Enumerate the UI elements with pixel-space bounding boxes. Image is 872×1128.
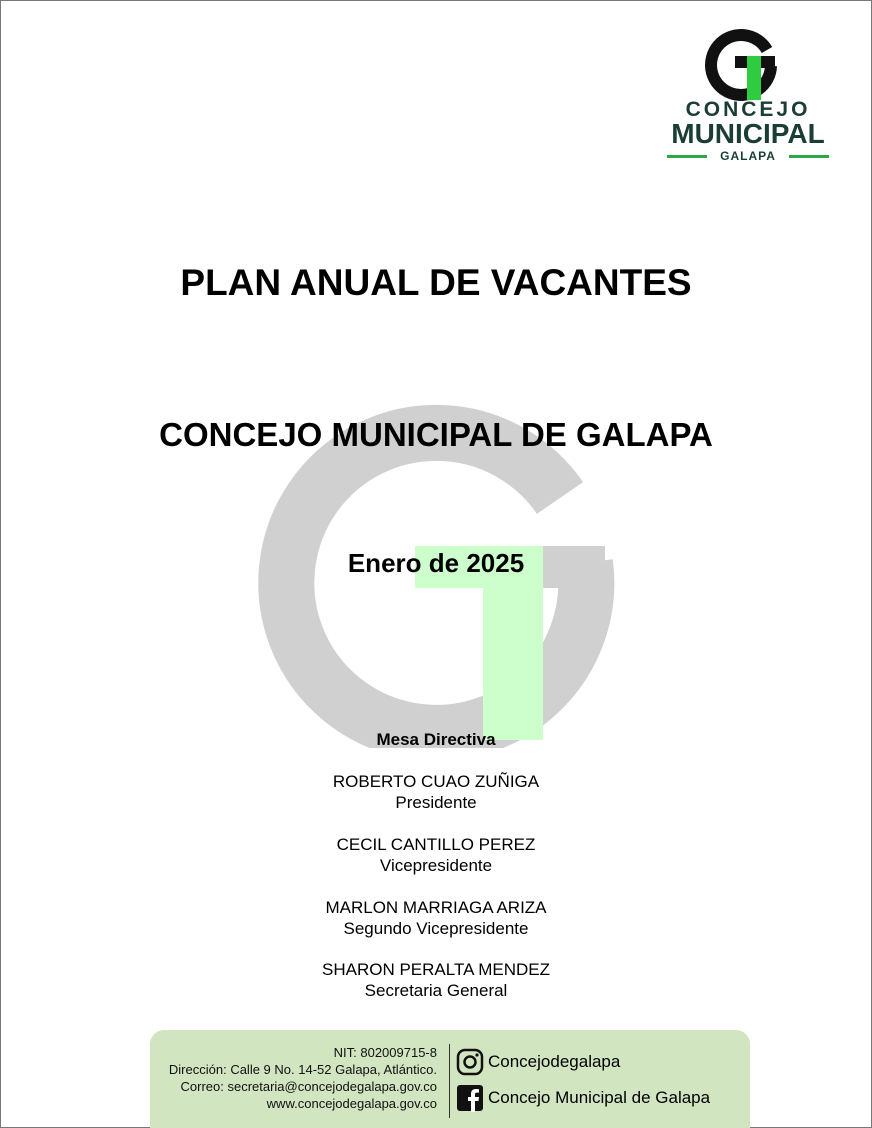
g-logo-icon: [705, 22, 785, 102]
document-title: PLAN ANUAL DE VACANTES: [180, 262, 692, 303]
logo-word-municipal: MUNICIPAL: [671, 118, 825, 149]
member-name: ROBERTO CUAO ZUÑIGA: [332, 772, 540, 791]
concejo-logo: [663, 22, 833, 168]
logo-word-concejo: CONCEJO: [685, 98, 811, 121]
member-name: SHARON PERALTA MENDEZ: [322, 960, 550, 979]
facebook-icon: [456, 1084, 484, 1112]
organization-name: CONCEJO MUNICIPAL DE GALAPA: [159, 416, 713, 453]
document-date: Enero de 2025: [347, 548, 525, 578]
member-role: Segundo Vicepresidente: [343, 919, 529, 938]
member-role: Presidente: [395, 793, 477, 812]
facebook-page: Concejo Municipal de Galapa: [488, 1088, 711, 1107]
member-role: Vicepresidente: [379, 856, 493, 875]
board-member: [0, 771, 872, 813]
board-member: [0, 897, 872, 939]
footer-email[interactable]: Correo: secretaria@concejodegalapa.gov.co: [180, 1079, 437, 1094]
board-member: [0, 834, 872, 876]
facebook-link[interactable]: [456, 1084, 710, 1112]
member-name: CECIL CANTILLO PEREZ: [336, 835, 536, 854]
board-member: [0, 959, 872, 1001]
footer-nit: NIT: 802009715-8: [333, 1045, 437, 1060]
instagram-handle: Concejodegalapa: [488, 1052, 621, 1071]
footer-address: Dirección: Calle 9 No. 14-52 Galapa, Atlántico.: [168, 1062, 437, 1077]
member-role: Secretaria General: [364, 981, 508, 1000]
board-heading: Mesa Directiva: [376, 730, 496, 749]
instagram-link[interactable]: [456, 1048, 620, 1076]
footer-divider: [449, 1044, 450, 1118]
footer: [150, 1030, 750, 1128]
logo-word-galapa: GALAPA: [720, 149, 776, 163]
footer-website[interactable]: www.concejodegalapa.gov.co: [266, 1096, 437, 1111]
member-name: MARLON MARRIAGA ARIZA: [325, 898, 547, 917]
footer-contact: [117, 1044, 437, 1112]
instagram-icon: [456, 1048, 484, 1076]
